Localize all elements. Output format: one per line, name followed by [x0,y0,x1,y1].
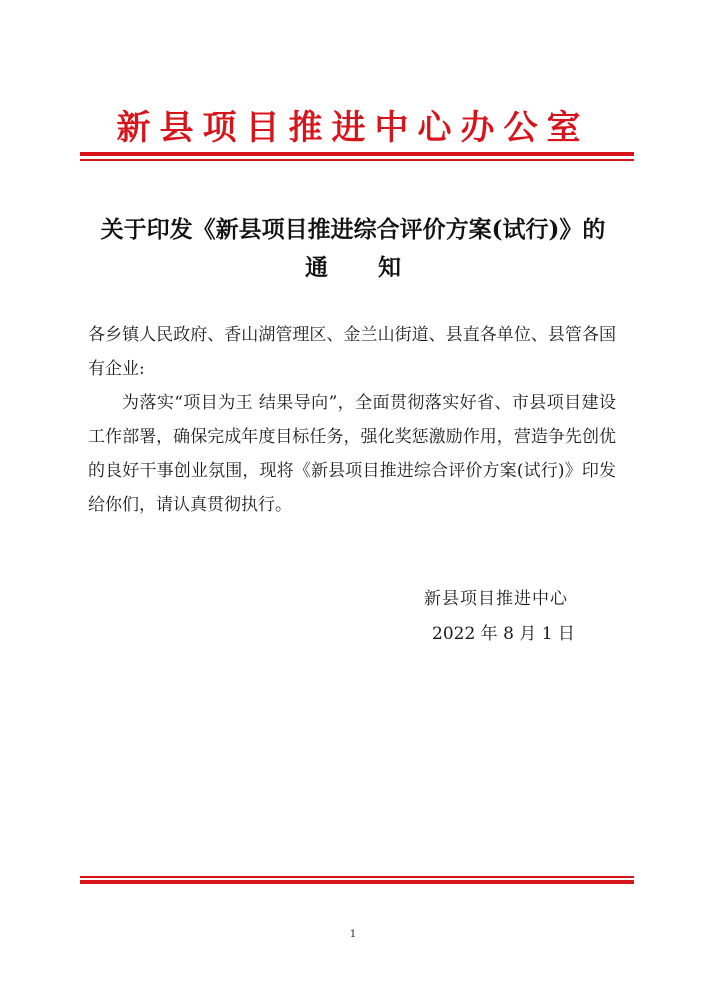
footer-red-rule-thick [80,880,634,884]
signature-date: 2022 年 8 月 1 日 [432,624,575,644]
header-red-rule-thin [80,159,634,161]
addressee-paragraph: 各乡镇人民政府、香山湖管理区、金兰山街道、县直各单位、县管各国有企业: [88,325,616,379]
document-title-line-1: 关于印发《新县项目推进综合评价方案(试行)》的 [100,216,606,243]
footer-red-rule-thin [80,876,634,878]
document-title-line-2: 通知 [305,254,451,281]
issuing-office-header: 新县项目推进中心办公室 [116,108,590,148]
signature-organization: 新县项目推进中心 [424,589,568,609]
header-red-rule-thick [80,152,634,156]
page-number: 1 [349,929,357,940]
body-paragraph: 为落实“项目为王 结果导向”，全面贯彻落实好省、市县项目建设工作部署，确保完成年度目标任务，强化奖惩激励作用，营造争先创优的良好干事创业氛围，现将《新县项目推进综合评价方案(试行)》印发给你们，请认真贯彻执行。 [88,393,616,515]
